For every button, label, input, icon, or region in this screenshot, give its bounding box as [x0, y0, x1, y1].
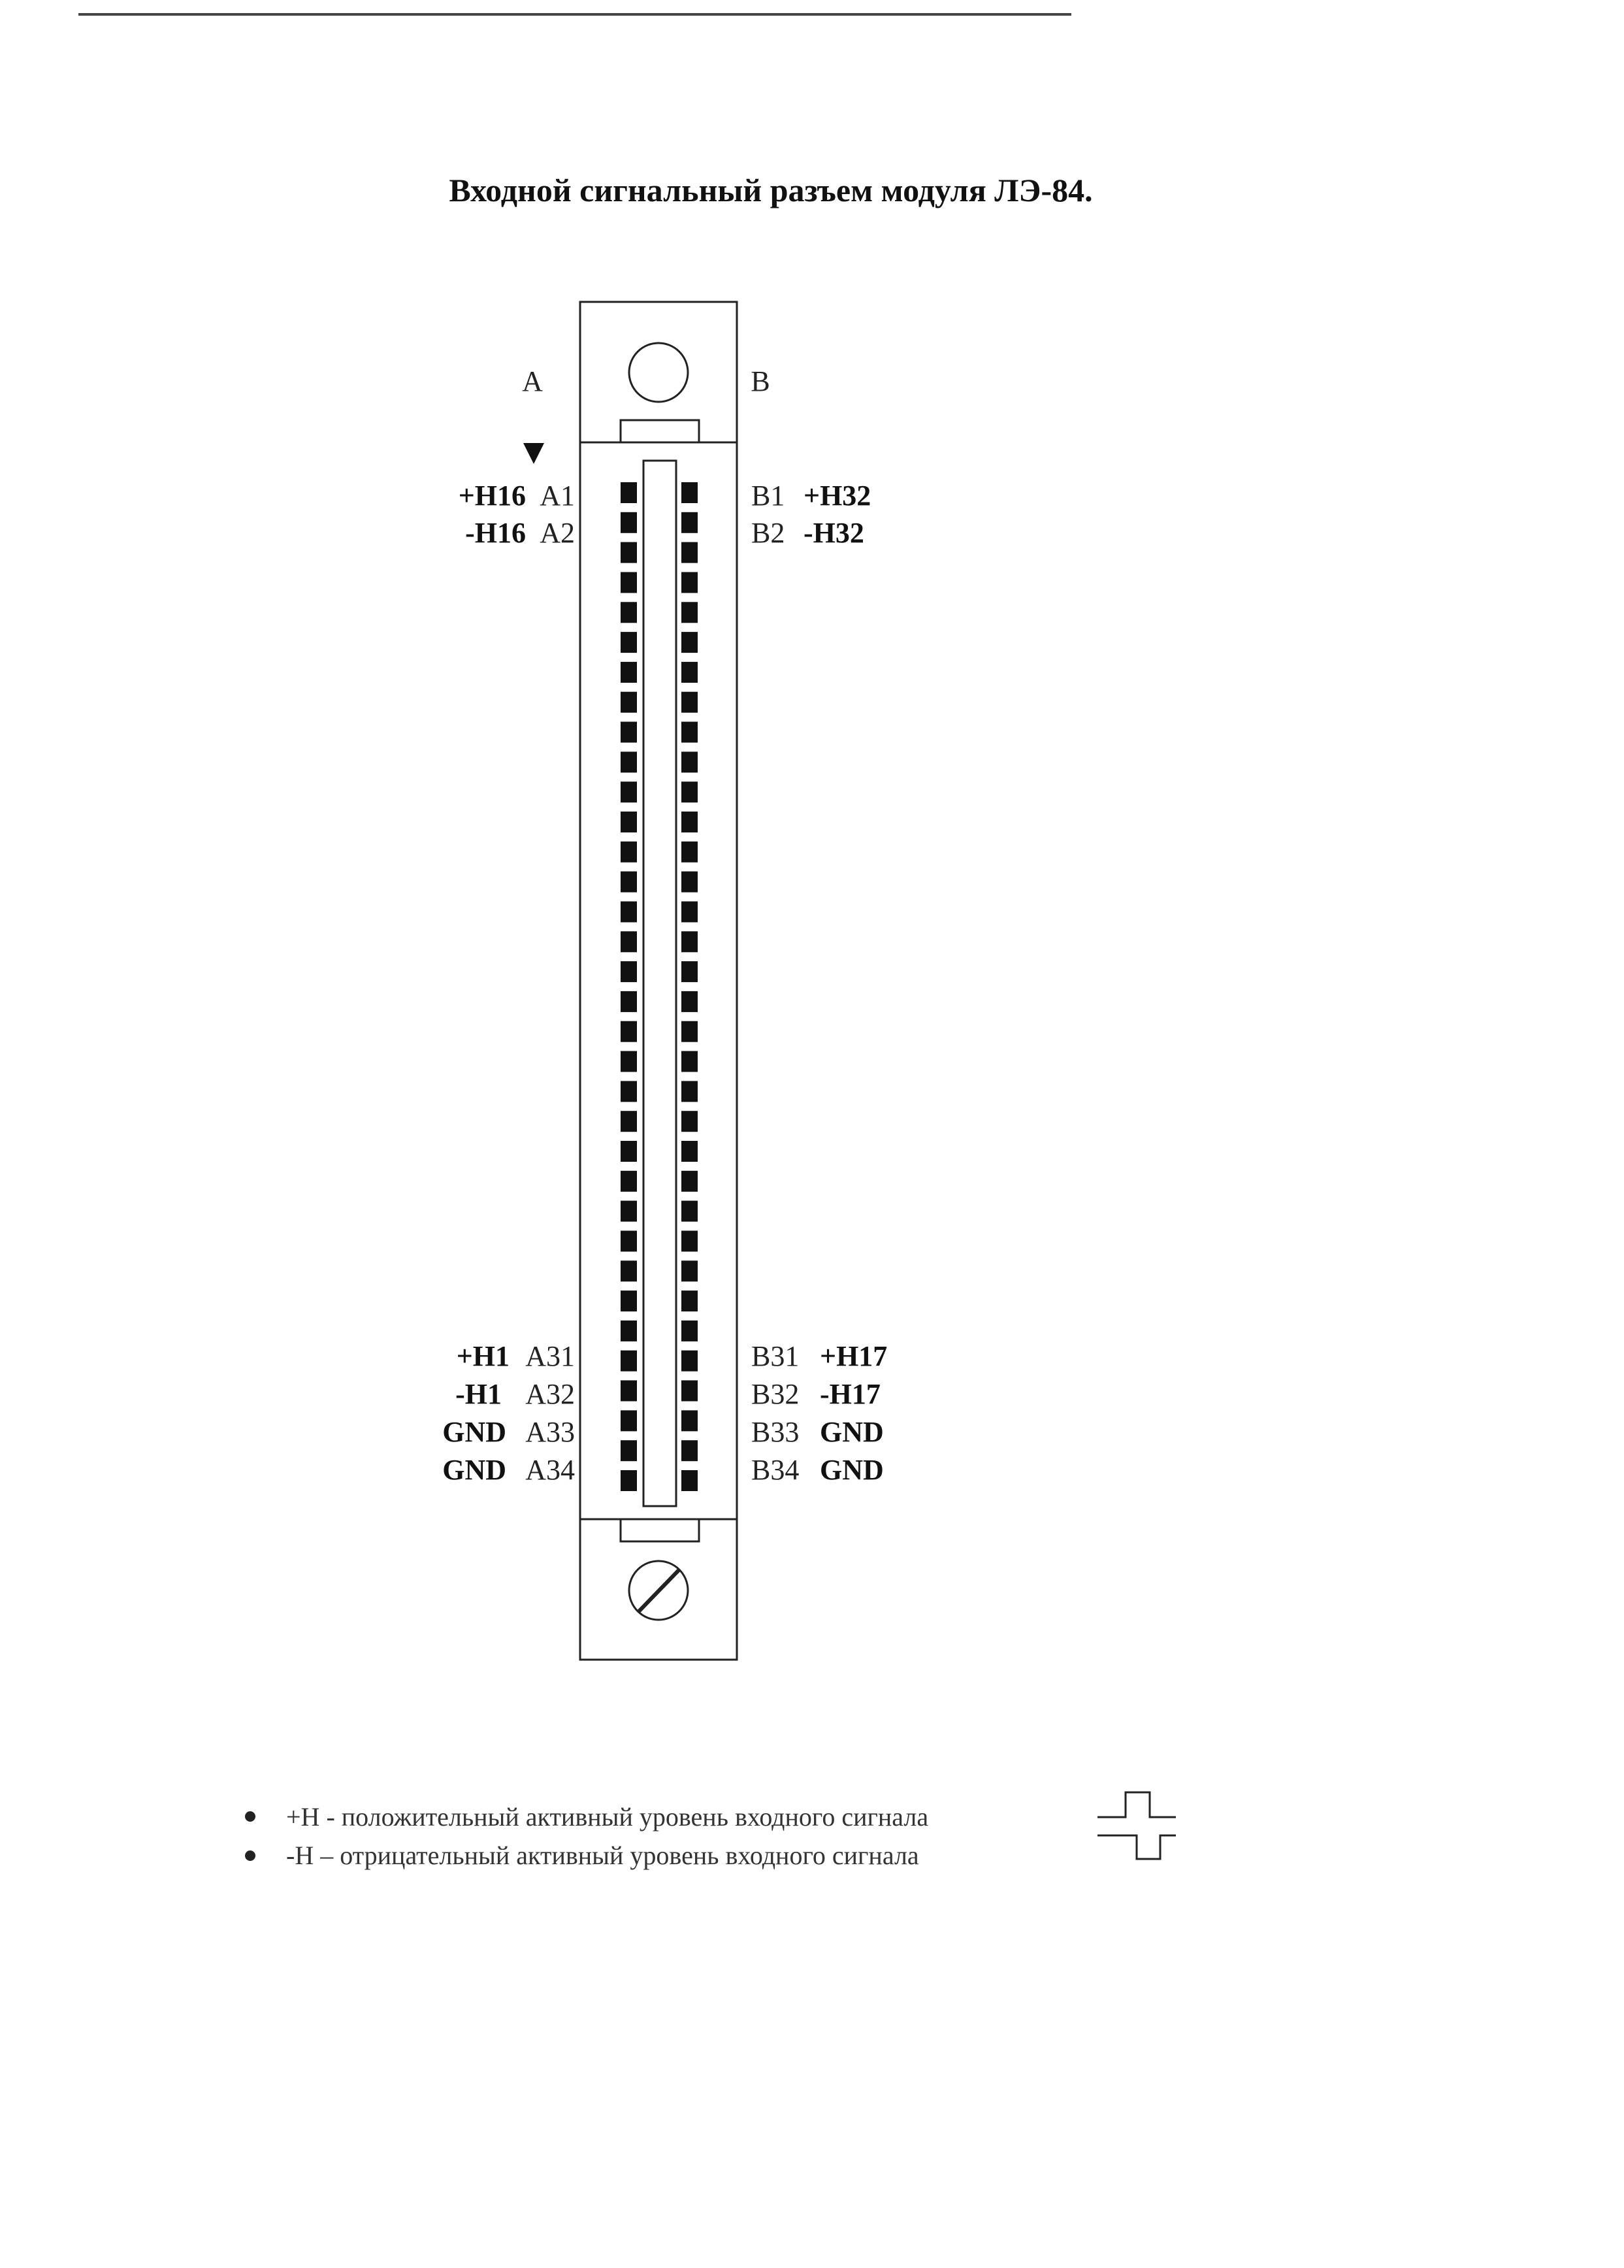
contact-pad	[621, 902, 637, 923]
contact-pad	[621, 602, 637, 623]
contact-pad	[681, 1141, 698, 1162]
contact-pad	[621, 1440, 637, 1461]
pin-number: A1	[540, 480, 575, 512]
contact-pad	[621, 542, 637, 563]
contact-pad	[621, 1321, 637, 1341]
contact-pad	[681, 872, 698, 893]
contact-pad	[621, 1381, 637, 1402]
contact-column-a	[621, 482, 637, 1491]
contact-pad	[681, 1290, 698, 1311]
pin-number: B32	[751, 1378, 800, 1410]
bullet-icon	[245, 1850, 255, 1861]
contact-pad	[621, 961, 637, 982]
contact-pad	[681, 1171, 698, 1192]
contact-pad	[681, 781, 698, 802]
contact-pad	[621, 872, 637, 893]
contact-pad	[621, 1051, 637, 1072]
contact-pad	[681, 902, 698, 923]
pin-number: B31	[751, 1340, 800, 1372]
contact-pad	[621, 1231, 637, 1252]
contact-pad	[621, 722, 637, 743]
pin-number: A34	[525, 1454, 575, 1486]
right-pin-labels	[751, 480, 887, 1486]
contact-pad	[621, 632, 637, 653]
contact-pad	[681, 692, 698, 713]
contact-pad	[681, 1081, 698, 1102]
contact-pad	[621, 1290, 637, 1311]
contact-pad	[621, 1141, 637, 1162]
negative-pulse-icon	[1097, 1835, 1176, 1859]
screw-slot	[639, 1570, 679, 1611]
contact-pad	[681, 1440, 698, 1461]
contact-pad	[681, 991, 698, 1012]
signal-label: +H17	[820, 1340, 888, 1372]
contact-pad	[681, 1381, 698, 1402]
contact-pad	[681, 662, 698, 683]
signal-label: +H1	[456, 1340, 510, 1372]
pin-number: B2	[751, 517, 785, 549]
contact-pad	[681, 512, 698, 533]
contact-pad	[681, 1260, 698, 1281]
signal-label: GND	[442, 1416, 506, 1448]
pin-number: A2	[540, 517, 575, 549]
contact-pad	[681, 602, 698, 623]
bottom-latch-tab	[621, 1519, 699, 1541]
column-label-a: A	[522, 365, 543, 397]
legend	[245, 1792, 1176, 1870]
contact-pad	[621, 812, 637, 832]
contact-pad	[681, 632, 698, 653]
signal-label: -H32	[804, 517, 864, 549]
connector-housing	[580, 302, 737, 1660]
contact-pad	[621, 512, 637, 533]
contact-pad	[621, 1171, 637, 1192]
contact-pad	[681, 1321, 698, 1341]
contact-column-b	[681, 482, 698, 1491]
contact-pad	[681, 842, 698, 863]
contact-pad	[621, 842, 637, 863]
signal-label: +H16	[458, 480, 526, 512]
contact-pad	[681, 1201, 698, 1222]
signal-label: GND	[820, 1454, 884, 1486]
contact-pad	[621, 572, 637, 593]
contact-pad	[681, 812, 698, 832]
contact-pad	[681, 482, 698, 503]
page-title: Входной сигнальный разъем модуля ЛЭ-84.	[449, 172, 1093, 208]
signal-label: -H1	[455, 1378, 502, 1410]
pin-number: A32	[525, 1378, 575, 1410]
contact-pad	[621, 991, 637, 1012]
contact-pad	[681, 1021, 698, 1042]
signal-label: GND	[820, 1416, 884, 1448]
pin-number: A33	[525, 1416, 575, 1448]
contact-pad	[621, 482, 637, 503]
left-pin-labels	[442, 480, 575, 1486]
pin-number: A31	[525, 1340, 575, 1372]
contact-pad	[681, 1231, 698, 1252]
contact-pad	[681, 572, 698, 593]
contact-pad	[621, 692, 637, 713]
contact-pad	[621, 662, 637, 683]
contact-pad	[681, 961, 698, 982]
contact-pad	[681, 931, 698, 952]
contact-pad	[621, 751, 637, 772]
top-latch-tab	[621, 420, 699, 442]
contact-pad	[681, 1470, 698, 1491]
signal-label: GND	[442, 1454, 506, 1486]
contact-pad	[621, 781, 637, 802]
pin-number: B34	[751, 1454, 800, 1486]
contact-pad	[621, 1111, 637, 1132]
pin-number: B1	[751, 480, 785, 512]
contact-pad	[621, 1260, 637, 1281]
contact-pad	[621, 1410, 637, 1431]
signal-label: +H32	[804, 480, 871, 512]
bullet-icon	[245, 1811, 255, 1822]
contact-pad	[621, 1470, 637, 1491]
contact-pad	[681, 1111, 698, 1132]
contact-pad	[681, 751, 698, 772]
center-key-slot	[643, 461, 676, 1506]
housing-outline	[580, 302, 737, 1660]
contact-pad	[681, 722, 698, 743]
pin1-marker-icon	[523, 443, 544, 464]
legend-item-negative: -H – отрицательный активный уровень входного сигнала	[286, 1841, 919, 1870]
contact-pad	[621, 1021, 637, 1042]
pin-number: B33	[751, 1416, 800, 1448]
contact-pad	[681, 1051, 698, 1072]
contact-pad	[621, 931, 637, 952]
contact-pad	[621, 1201, 637, 1222]
column-label-b: B	[751, 365, 770, 397]
contact-pad	[681, 1410, 698, 1431]
signal-label: -H16	[465, 517, 526, 549]
contact-pad	[681, 1351, 698, 1372]
legend-item-positive: +H - положительный активный уровень входного сигнала	[286, 1802, 929, 1832]
signal-label: -H17	[820, 1378, 881, 1410]
contact-pad	[681, 542, 698, 563]
mounting-hole-icon	[629, 343, 688, 402]
positive-pulse-icon	[1097, 1792, 1176, 1817]
contact-pad	[621, 1081, 637, 1102]
contact-pad	[621, 1351, 637, 1372]
